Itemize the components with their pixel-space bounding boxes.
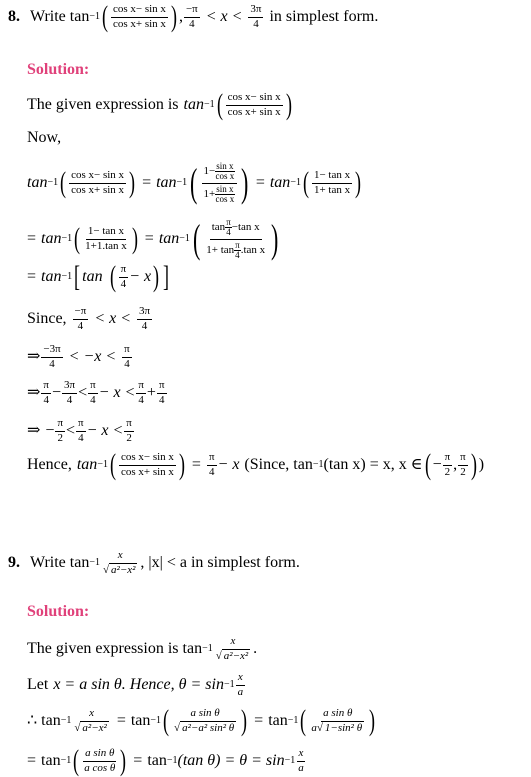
- question-tail: in simplest form.: [269, 8, 379, 26]
- question-text: Write tan: [30, 8, 90, 26]
- question-8: 8. Write tan −1 ( $\frac{\text{cos x− sin x}}{\text{cos x+ sin x}}$ ) , $\frac{-\pi}{4}$ < x < $\frac{3\pi}{4}$ in simplest form.: [8, 0, 379, 34]
- implication-3: ⇒ − $\frac{\pi}{2}$ < $\frac{\pi}{4}$ − x < $\frac{\pi}{2}$: [27, 417, 132, 444]
- now-line: Now,: [27, 129, 62, 146]
- final-line: = tan −1 ( $\frac{\text{a sin θ}}{\text{a cos θ}}$ ) = tan −1 (tan θ) = θ = sin −1 $\frac{x}{a}$: [27, 744, 304, 777]
- given-line-9: The given expression is tan −1 $\frac{x}{\text{√ a²−x²}}$ .: [27, 635, 258, 662]
- given-line: The given expression is tan −1 ( $\frac{\text{cos x− sin x}}{\text{cos x+ sin x}}$ ): [27, 88, 292, 122]
- step-1: tan −1 ( $\frac{\text{cos x− sin x}}{\text{cos x+ sin x}}$ ) = tan −1 ( 1 − $\frac{\text{sin x}}{\text{cos x}}$ 1 + $\frac{\text{sin x}}{\text{cos x}}$ ) = tan −1 ( $\frac{\text{1− tan x}}{\text{1+ tan x}}$ ): [27, 160, 362, 206]
- question-tail: , |x| < a in simplest form.: [140, 554, 300, 572]
- fraction: $\frac{3\pi}{4}$: [250, 3, 262, 30]
- implication-1: ⇒ $\frac{-3\pi}{4}$ < −x < $\frac{\pi}{4}$: [27, 343, 130, 370]
- implication-2: ⇒ $\frac{\pi}{4}$ − $\frac{3\pi}{4}$ < $\frac{\pi}{4}$ − x < $\frac{\pi}{4}$ + $\frac{\pi}{4}$: [27, 379, 165, 406]
- fraction: $\frac{-\pi}{4}$: [185, 3, 198, 30]
- fraction: $\frac{\text{cos x− sin x}}{\text{cos x+ sin x}}$: [112, 3, 166, 30]
- solution-heading: Solution:: [27, 61, 90, 78]
- question-number: 9.: [8, 554, 20, 572]
- solution-heading-9: Solution:: [27, 603, 90, 620]
- step-3: = tan −1 [ tan ( $\frac{\pi}{4}$ − x ) ]: [27, 260, 170, 294]
- question-number: 8.: [8, 8, 20, 26]
- inequality: < x <: [205, 8, 243, 26]
- therefore-line: ∴ tan −1 $\frac{x}{\text{√ a²−x²}}$ = tan −1 ( $\frac{\text{a sin θ}}{\text{√ a²−a² sin² θ}}$ ) = tan −1 ( $\frac{\text{a sin θ}}{\text{a√ 1−sin² θ}}$ ): [27, 704, 376, 738]
- question-9: 9. Write tan −1 $\frac{x}{\text{√ a²−x²}}$ , |x| < a in simplest form.: [8, 549, 300, 576]
- substitution-line: Let x = a sin θ. Hence, θ = sin −1 $\frac{x}{a}$: [27, 671, 244, 698]
- step-2: = tan −1 ( $\frac{\text{1− tan x}}{\text{1+1.tan x}}$ ) = tan −1 ( tan π 4 −tan x 1+ tan π 4 .tan x ): [27, 216, 279, 262]
- question-text: Write tan: [30, 554, 90, 572]
- conclusion-line: Hence, tan −1 ( $\frac{\text{cos x− sin x}}{\text{cos x+ sin x}}$ ) = $\frac{\pi}{4}$ − x (Since, tan −1 (tan x) = x, x ∈ ( − $\frac{\pi}{2}$ , $\frac{\pi}{2}$ ) ): [27, 448, 485, 482]
- since-line: Since, $\frac{-\pi}{4}$ < x < $\frac{3\pi}{4}$: [27, 305, 151, 332]
